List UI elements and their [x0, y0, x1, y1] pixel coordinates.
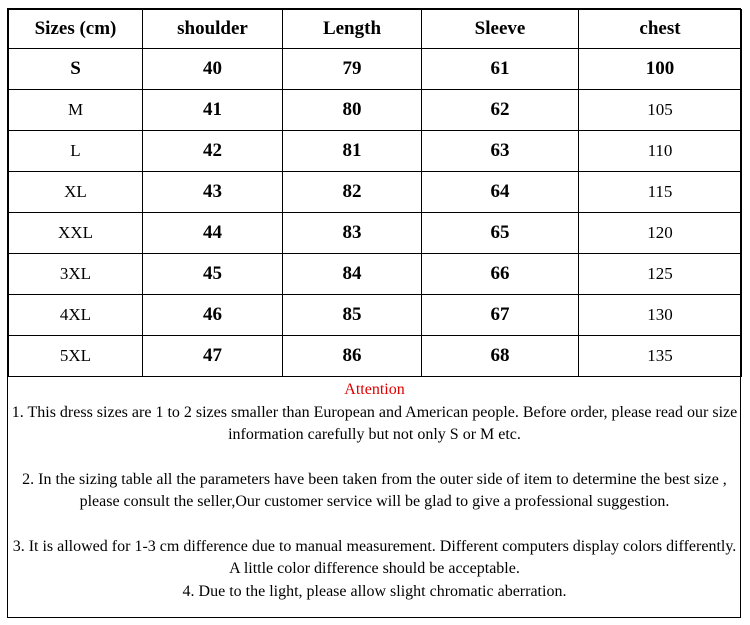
- note-3: 3. It is allowed for 1-3 cm difference due to manual measurement. Different computers display colors differently. A little color difference should be acceptable.: [12, 537, 737, 577]
- cell-size: M: [9, 90, 143, 131]
- cell-sleeve: 62: [422, 90, 579, 131]
- header-shoulder: shoulder: [143, 10, 283, 49]
- cell-size: L: [9, 131, 143, 172]
- cell-size: 5XL: [9, 336, 143, 377]
- note-2: 2. In the sizing table all the parameters have been taken from the outer side of item to determine the best size , please consult the seller,Our customer service will be glad to give a professional suggestion.: [22, 470, 727, 510]
- cell-chest: 100: [579, 49, 742, 90]
- cell-size: XXL: [9, 213, 143, 254]
- cell-shoulder: 45: [143, 254, 283, 295]
- notes-section: [8, 379, 741, 603]
- size-chart-frame: [7, 8, 741, 618]
- cell-chest: 105: [579, 90, 742, 131]
- header-length: Length: [283, 10, 422, 49]
- cell-size: S: [9, 49, 143, 90]
- cell-shoulder: 43: [143, 172, 283, 213]
- cell-length: 86: [283, 336, 422, 377]
- cell-length: 80: [283, 90, 422, 131]
- header-chest: chest: [579, 10, 742, 49]
- cell-length: 84: [283, 254, 422, 295]
- cell-shoulder: 41: [143, 90, 283, 131]
- cell-sleeve: 65: [422, 213, 579, 254]
- cell-length: 85: [283, 295, 422, 336]
- size-table: [8, 9, 742, 377]
- cell-size: XL: [9, 172, 143, 213]
- header-sizes: Sizes (cm): [9, 10, 143, 49]
- cell-sleeve: 66: [422, 254, 579, 295]
- cell-length: 83: [283, 213, 422, 254]
- cell-sleeve: 64: [422, 172, 579, 213]
- cell-size: 4XL: [9, 295, 143, 336]
- table-row: [9, 90, 742, 131]
- table-row: [9, 172, 742, 213]
- table-row: [9, 295, 742, 336]
- cell-sleeve: 63: [422, 131, 579, 172]
- cell-length: 81: [283, 131, 422, 172]
- note-spacer: [8, 514, 741, 536]
- cell-chest: 120: [579, 213, 742, 254]
- cell-chest: 130: [579, 295, 742, 336]
- cell-chest: 110: [579, 131, 742, 172]
- cell-sleeve: 68: [422, 336, 579, 377]
- table-row: [9, 213, 742, 254]
- cell-shoulder: 42: [143, 131, 283, 172]
- cell-shoulder: 46: [143, 295, 283, 336]
- note-4: 4. Due to the light, please allow slight chromatic aberration.: [182, 582, 567, 600]
- note-1: 1. This dress sizes are 1 to 2 sizes smaller than European and American people. Before order, please read our size information carefully but not only S or M etc.: [11, 403, 738, 443]
- cell-chest: 135: [579, 336, 742, 377]
- cell-sleeve: 67: [422, 295, 579, 336]
- table-row: [9, 254, 742, 295]
- cell-shoulder: 44: [143, 213, 283, 254]
- table-row: [9, 49, 742, 90]
- cell-chest: 125: [579, 254, 742, 295]
- table-header-row: [9, 10, 742, 49]
- cell-sleeve: 61: [422, 49, 579, 90]
- cell-length: 82: [283, 172, 422, 213]
- table-row: [9, 336, 742, 377]
- cell-size: 3XL: [9, 254, 143, 295]
- table-row: [9, 131, 742, 172]
- cell-shoulder: 47: [143, 336, 283, 377]
- cell-chest: 115: [579, 172, 742, 213]
- header-sleeve: Sleeve: [422, 10, 579, 49]
- cell-length: 79: [283, 49, 422, 90]
- attention-heading: Attention: [344, 381, 405, 398]
- cell-shoulder: 40: [143, 49, 283, 90]
- note-spacer: [8, 447, 741, 469]
